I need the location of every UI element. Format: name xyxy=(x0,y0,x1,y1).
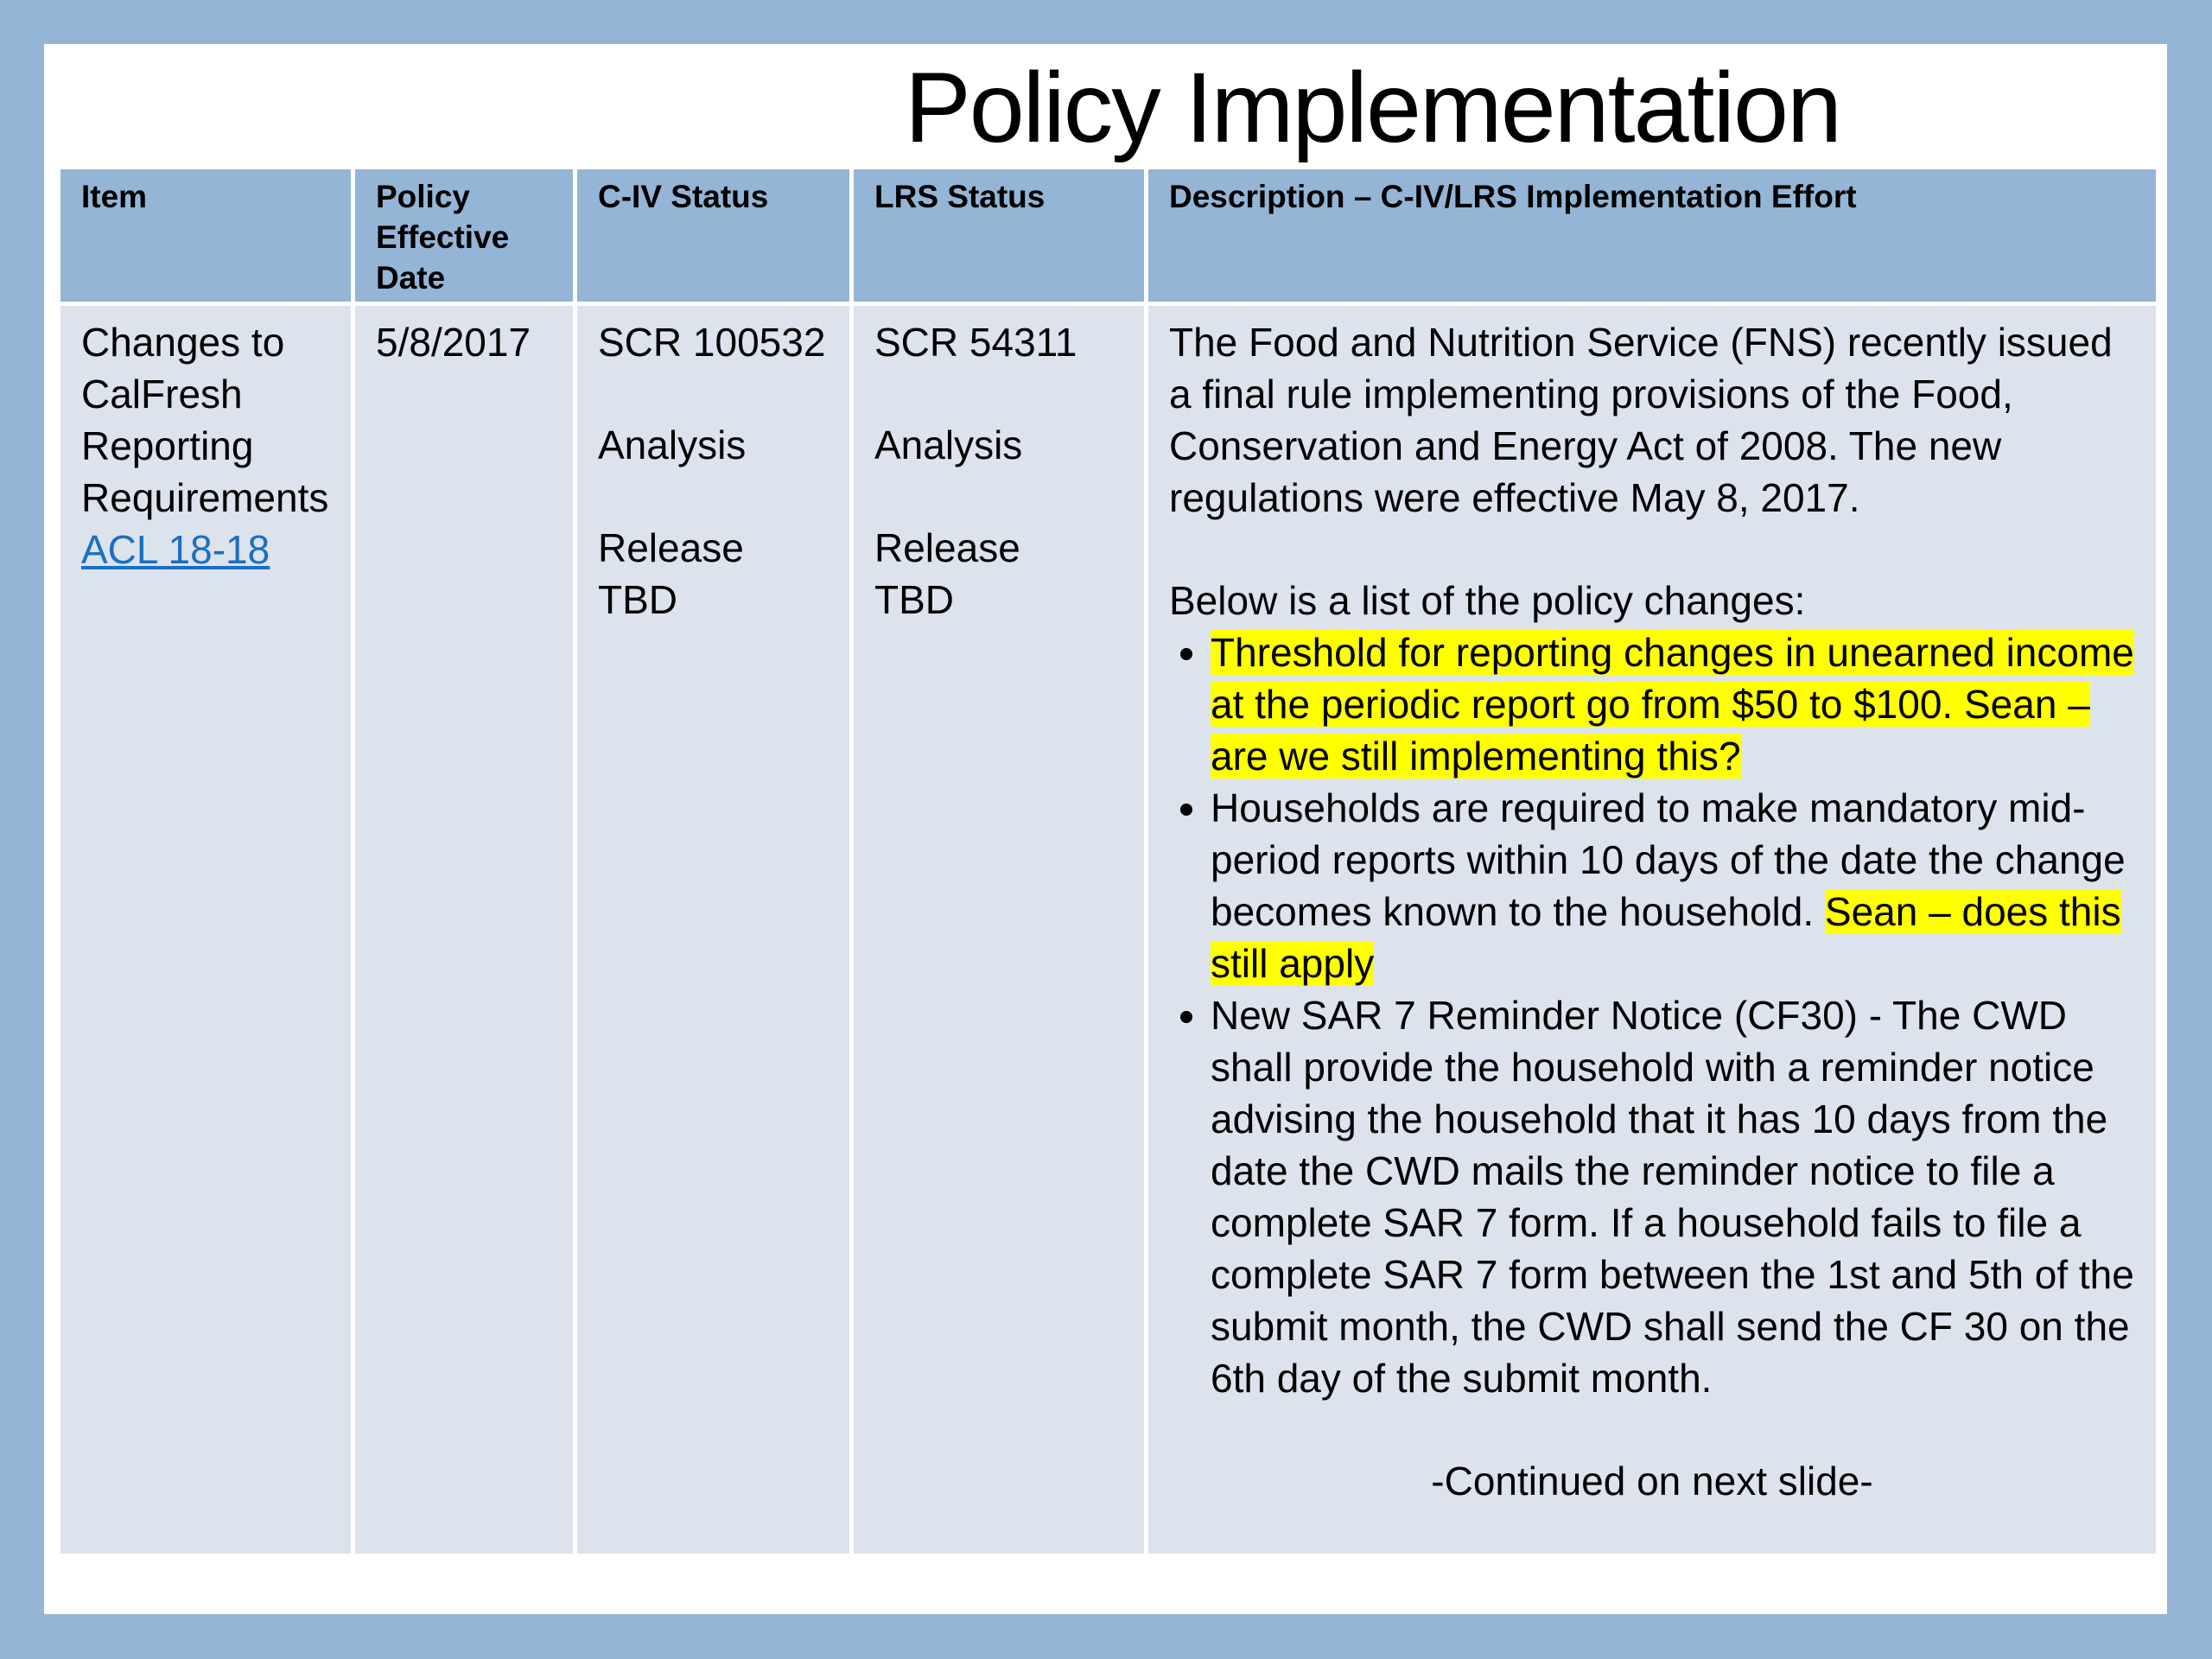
list-item xyxy=(1211,782,2135,989)
lrs-release-value: TBD xyxy=(874,577,954,622)
acl-link[interactable]: ACL 18-18 xyxy=(81,527,270,572)
policy-table xyxy=(56,165,2160,1558)
bullet-text: Households are required to make mandatory mid-period reports within 10 days of the date the change becomes known to the household. xyxy=(1211,785,2126,934)
lrs-release: Release xyxy=(874,525,1020,570)
header-policy-effective-date xyxy=(353,168,575,304)
header-item: Item xyxy=(59,168,353,304)
continued-note: -Continued on next slide- xyxy=(1431,1459,1873,1503)
civ-release: Release xyxy=(598,525,744,570)
cell-description xyxy=(1147,304,2158,1556)
header-date-line: Effective xyxy=(376,219,510,255)
item-line: Reporting xyxy=(81,423,254,468)
civ-release-value: TBD xyxy=(598,577,677,622)
policy-changes-list xyxy=(1169,626,2135,1404)
cell-civ-status xyxy=(575,304,852,1556)
header-date-line: Policy xyxy=(376,179,470,214)
cell-lrs-status xyxy=(852,304,1147,1556)
spacer xyxy=(598,471,829,522)
table-row xyxy=(59,304,2158,1556)
item-line: Requirements xyxy=(81,475,329,520)
civ-phase: Analysis xyxy=(598,423,747,467)
highlighted-note: Threshold for reporting changes in unearned income at the periodic report go from $50 to $100. Sean – are we still implementing this? xyxy=(1211,630,2134,779)
spacer xyxy=(598,368,829,419)
item-line: CalFresh xyxy=(81,372,243,416)
list-item xyxy=(1211,989,2135,1404)
spacer xyxy=(1169,524,2135,575)
header-date-line: Date xyxy=(376,260,446,296)
description-intro: The Food and Nutrition Service (FNS) recently issued a final rule implementing provisions of the Food, Conservation and Energy Act of 2008. The new regulations were effective May 8, 2017. xyxy=(1169,320,2113,520)
header-lrs-status: LRS Status xyxy=(852,168,1147,304)
header-row xyxy=(59,168,2158,304)
cell-item xyxy=(59,304,353,1556)
item-line: Changes to xyxy=(81,320,285,365)
header-description: Description – C-IV/LRS Implementation Effort xyxy=(1147,168,2158,304)
lrs-phase: Analysis xyxy=(874,423,1023,467)
civ-scr: SCR 100532 xyxy=(598,320,826,365)
list-item xyxy=(1211,626,2135,782)
highlighted-note: Sean – does this still apply xyxy=(1211,889,2121,986)
spacer xyxy=(874,471,1123,522)
slide-title: Policy Implementation xyxy=(905,53,1840,163)
lrs-scr: SCR 54311 xyxy=(874,320,1077,365)
slide xyxy=(44,44,2167,1614)
list-heading: Below is a list of the policy changes: xyxy=(1169,578,1806,623)
spacer xyxy=(874,368,1123,419)
cell-policy-date: 5/8/2017 xyxy=(353,304,575,1556)
bullet-text: New SAR 7 Reminder Notice (CF30) - The CWD shall provide the household with a reminder notice advising the household that it has 10 days from the date the CWD mails the reminder notice to file a complete SAR 7 form. If a household fails to file a complete SAR 7 form between the 1st and 5th of the submit month, the CWD shall send the CF 30 on the 6th day of the submit month. xyxy=(1211,993,2134,1401)
header-civ-status: C-IV Status xyxy=(575,168,852,304)
